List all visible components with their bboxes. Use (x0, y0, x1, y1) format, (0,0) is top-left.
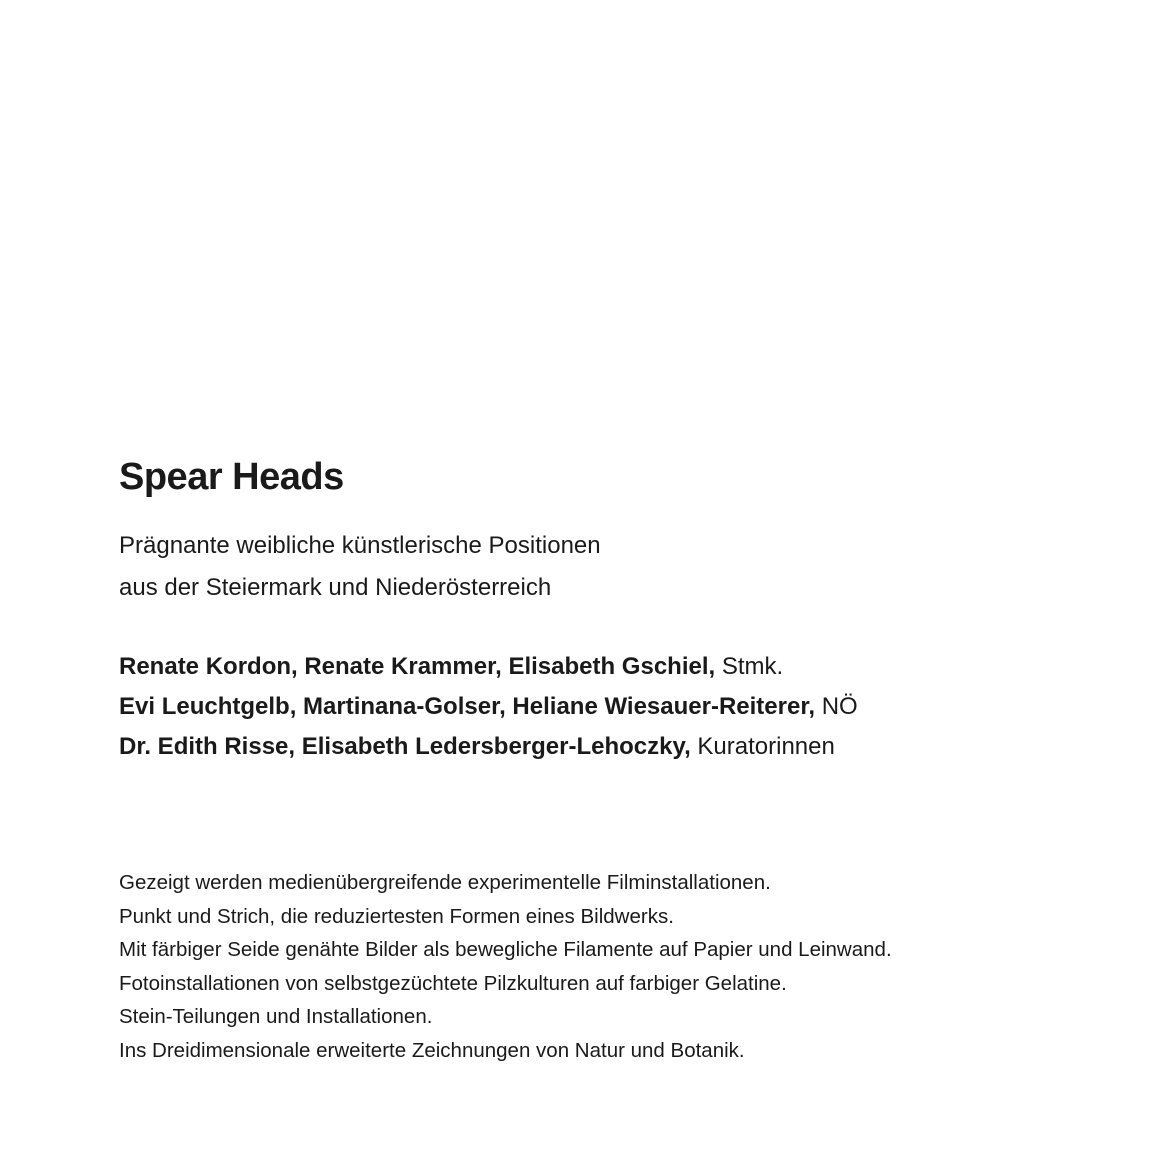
description-line: Punkt und Strich, die reduziertesten Formen eines Bildwerks. (119, 904, 674, 928)
exhibition-description (119, 866, 892, 1067)
description-line: Ins Dreidimensionale erweiterte Zeichnungen von Natur und Botanik. (119, 1038, 745, 1062)
curator-names: Dr. Edith Risse, Elisabeth Ledersberger-Lehoczky, (119, 733, 691, 760)
description-line: Fotoinstallationen von selbstgezüchtete Pilzkulturen auf farbiger Gelatine. (119, 971, 787, 995)
artist-names: Evi Leuchtgelb, Martinana-Golser, Heliane Wiesauer-Reiterer, (119, 693, 816, 720)
description-line: Mit färbiger Seide genähte Bilder als bewegliche Filamente auf Papier und Leinwand. (119, 938, 892, 961)
region-label: NÖ (821, 693, 858, 720)
role-label: Kuratorinnen (697, 733, 835, 760)
credit-line-curators (119, 727, 858, 767)
description-line: Gezeigt werden medienübergreifende experimentelle Filminstallationen. (119, 871, 771, 894)
page-title: Spear Heads (119, 456, 344, 498)
region-label: Stmk. (721, 653, 784, 680)
credit-line-noe (119, 687, 858, 727)
artist-credits (119, 647, 858, 767)
credit-line-stmk (119, 647, 858, 687)
subtitle (119, 525, 601, 609)
description-line: Stein-Teilungen und Installationen. (119, 1005, 433, 1028)
subtitle-line: Prägnante weibliche künstlerische Positionen (119, 532, 601, 559)
artist-names: Renate Kordon, Renate Krammer, Elisabeth Gschiel, (119, 653, 716, 680)
subtitle-line: aus der Steiermark und Niederösterreich (119, 574, 552, 601)
